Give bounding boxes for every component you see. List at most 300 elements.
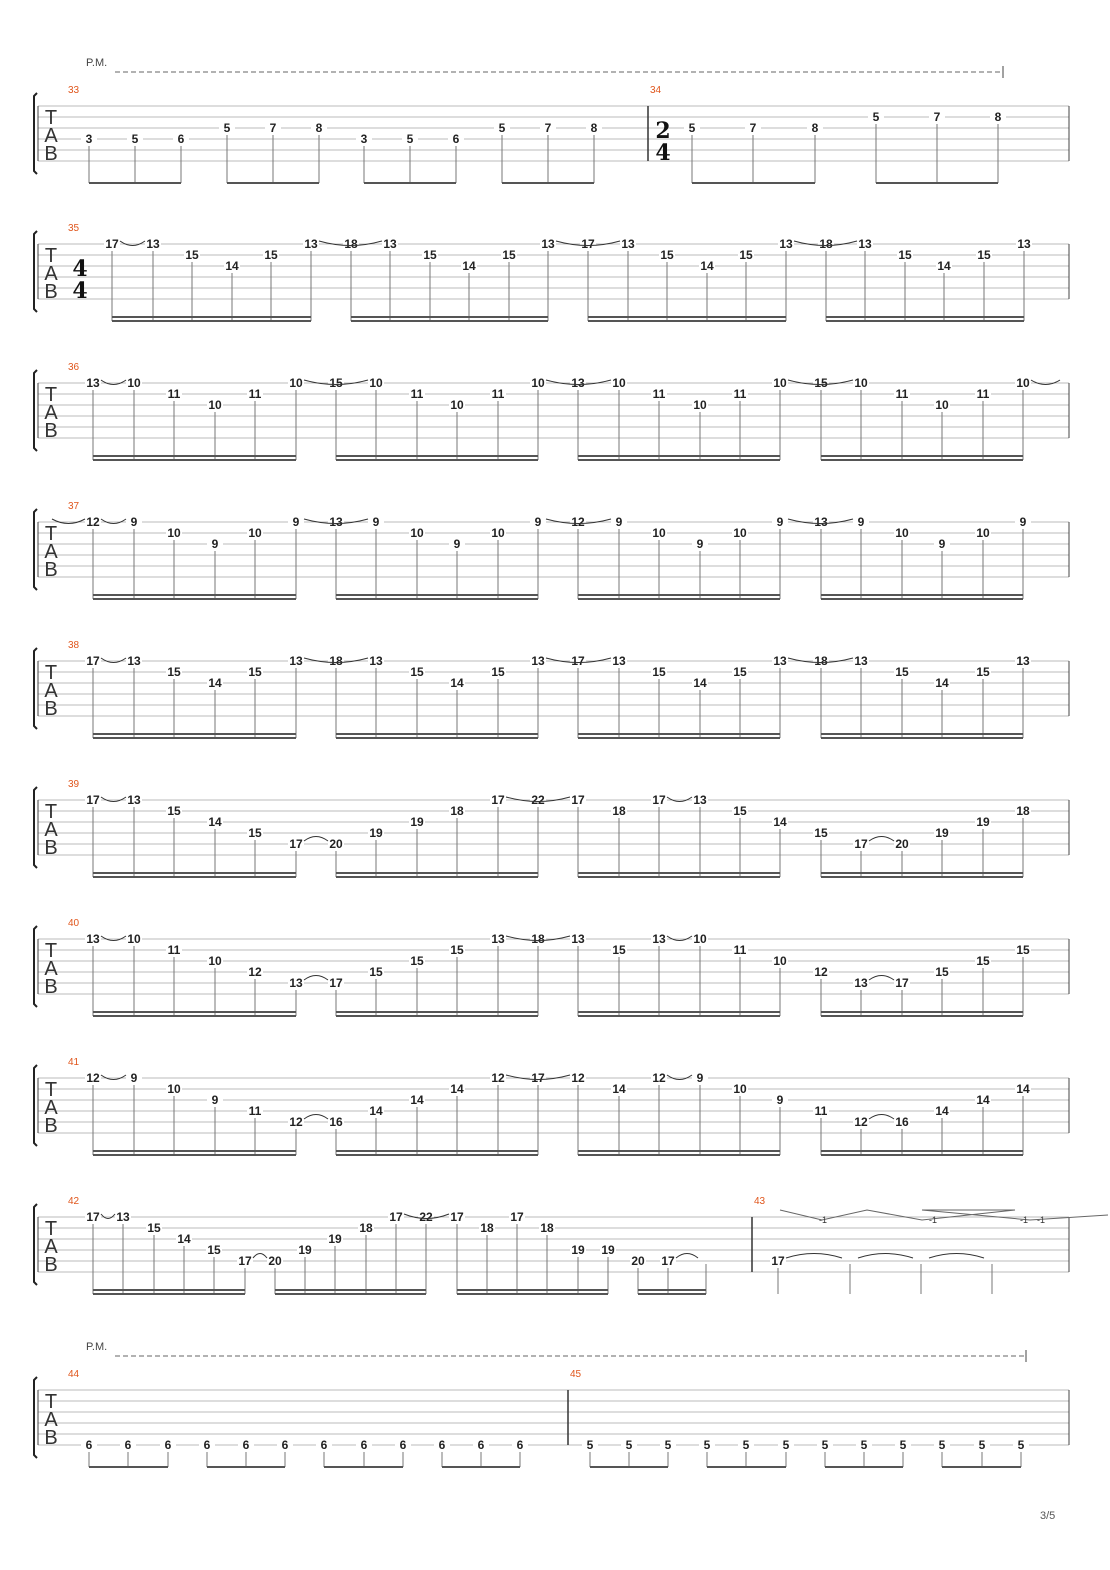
fret-number: 14 xyxy=(450,1082,464,1096)
tab-clef-letter: A xyxy=(44,541,58,563)
fret-number: 11 xyxy=(167,387,181,401)
beam xyxy=(638,1289,706,1291)
tab-clef-letter: A xyxy=(44,819,58,841)
fret-number: 11 xyxy=(814,1104,828,1118)
fret-number: 17 xyxy=(86,793,100,807)
tab-clef-letter: A xyxy=(44,1097,58,1119)
beam xyxy=(336,876,538,878)
fret-number: 15 xyxy=(502,248,516,262)
fret-number: 17 xyxy=(510,1210,524,1224)
fret-number: 9 xyxy=(696,1071,704,1085)
fret-number: 12 xyxy=(571,515,585,529)
fret-number: 14 xyxy=(410,1093,424,1107)
tab-clef-letter: T xyxy=(44,801,58,823)
tab-clef-letter: B xyxy=(44,837,58,859)
fret-number: 5 xyxy=(742,1438,750,1452)
fret-number: 10 xyxy=(693,932,707,946)
fret-number: 15 xyxy=(248,665,262,679)
fret-number: 9 xyxy=(130,1071,138,1085)
fret-number: 13 xyxy=(773,654,787,668)
fret-number: 10 xyxy=(410,526,424,540)
fret-number: 13 xyxy=(304,237,318,251)
fret-number: 5 xyxy=(223,121,231,135)
fret-number: 8 xyxy=(590,121,598,135)
fret-number: 10 xyxy=(773,376,787,390)
fret-number: 17 xyxy=(652,793,666,807)
fret-number: 16 xyxy=(895,1115,909,1129)
fret-number: 15 xyxy=(976,665,990,679)
tie-arc xyxy=(929,1254,984,1259)
beam xyxy=(93,594,296,596)
beam xyxy=(821,1154,1023,1156)
fret-number: 5 xyxy=(938,1438,946,1452)
beam xyxy=(275,1289,426,1291)
tie-arc xyxy=(858,1254,913,1259)
tab-clef-letter: T xyxy=(44,940,58,962)
page-number: 3/5 xyxy=(1040,1510,1056,1522)
fret-number: 17 xyxy=(571,654,585,668)
palm-mute-label: P.M. xyxy=(86,1341,108,1353)
fret-number: 10 xyxy=(127,932,141,946)
fret-number: 9 xyxy=(938,537,946,551)
fret-number: 17 xyxy=(389,1210,403,1224)
fret-number: 15 xyxy=(935,965,949,979)
tab-clef-letter: T xyxy=(44,1079,58,1101)
beam xyxy=(588,320,786,322)
tab-system xyxy=(34,501,1069,600)
beam xyxy=(578,1015,780,1017)
fret-number: 13 xyxy=(1017,237,1031,251)
fret-number: 14 xyxy=(937,259,951,273)
beam xyxy=(821,455,1023,457)
beam xyxy=(93,459,296,461)
beam xyxy=(207,1466,285,1468)
beam xyxy=(364,182,456,184)
fret-number: 10 xyxy=(369,376,383,390)
beam xyxy=(93,876,296,878)
fret-number: 14 xyxy=(208,676,222,690)
fret-number: 10 xyxy=(773,954,787,968)
fret-number: 14 xyxy=(462,259,476,273)
beam xyxy=(578,455,780,457)
fret-number: 10 xyxy=(733,1082,747,1096)
fret-number: 9 xyxy=(534,515,542,529)
fret-number: 6 xyxy=(242,1438,250,1452)
fret-number: 20 xyxy=(631,1254,645,1268)
fret-number: 10 xyxy=(895,526,909,540)
fret-number: 6 xyxy=(516,1438,524,1452)
fret-number: 9 xyxy=(130,515,138,529)
fret-number: 6 xyxy=(177,132,185,146)
fret-number: 11 xyxy=(733,387,747,401)
fret-number: 17 xyxy=(86,654,100,668)
fret-number: 9 xyxy=(453,537,461,551)
beam xyxy=(336,1015,538,1017)
beam xyxy=(821,594,1023,596)
fret-number: 9 xyxy=(776,515,784,529)
beam xyxy=(324,1466,403,1468)
beam xyxy=(942,1466,1021,1468)
fret-number: 15 xyxy=(248,826,262,840)
fret-number: 18 xyxy=(329,654,343,668)
tab-system xyxy=(34,1196,1108,1295)
tab-clef-letter: T xyxy=(44,1218,58,1240)
beam xyxy=(578,598,780,600)
tab-clef-letter: A xyxy=(44,1236,58,1258)
tab-clef-letter: B xyxy=(44,1115,58,1137)
beam xyxy=(826,316,1024,318)
beam xyxy=(578,876,780,878)
fret-number: 7 xyxy=(933,110,941,124)
beam xyxy=(821,733,1023,735)
fret-number: 13 xyxy=(369,654,383,668)
fret-number: 13 xyxy=(116,1210,130,1224)
tab-clef-letter: T xyxy=(44,245,58,267)
tie-arc xyxy=(120,241,145,246)
fret-number: 18 xyxy=(450,804,464,818)
fret-number: 19 xyxy=(935,826,949,840)
fret-number: 5 xyxy=(872,110,880,124)
beam xyxy=(93,1150,296,1152)
fret-number: 19 xyxy=(369,826,383,840)
fret-number: 18 xyxy=(359,1221,373,1235)
whammy-value: -1 xyxy=(1036,1215,1046,1225)
fret-number: 13 xyxy=(854,654,868,668)
fret-number: 15 xyxy=(329,376,343,390)
fret-number: 20 xyxy=(268,1254,282,1268)
fret-number: 15 xyxy=(410,954,424,968)
system-bracket xyxy=(34,1065,37,1146)
fret-number: 22 xyxy=(419,1210,433,1224)
fret-number: 17 xyxy=(895,976,909,990)
fret-number: 6 xyxy=(164,1438,172,1452)
beam xyxy=(821,459,1023,461)
fret-number: 8 xyxy=(811,121,819,135)
tie-arc xyxy=(101,936,126,941)
fret-number: 9 xyxy=(372,515,380,529)
fret-number: 6 xyxy=(360,1438,368,1452)
fret-number: 15 xyxy=(410,665,424,679)
beam xyxy=(112,320,311,322)
fret-number: 5 xyxy=(625,1438,633,1452)
fret-number: 15 xyxy=(450,943,464,957)
fret-number: 15 xyxy=(739,248,753,262)
beam xyxy=(692,182,815,184)
beam xyxy=(351,316,548,318)
measure-number: 37 xyxy=(68,501,80,512)
fret-number: 9 xyxy=(696,537,704,551)
fret-number: 15 xyxy=(491,665,505,679)
tie-arc xyxy=(101,1075,126,1080)
beam xyxy=(275,1293,426,1295)
fret-number: 6 xyxy=(124,1438,132,1452)
tab-clef-letter: A xyxy=(44,958,58,980)
fret-number: 6 xyxy=(399,1438,407,1452)
tie-arc xyxy=(101,519,126,524)
beam xyxy=(336,455,538,457)
beam xyxy=(336,733,538,735)
fret-number: 5 xyxy=(978,1438,986,1452)
fret-number: 17 xyxy=(238,1254,252,1268)
fret-number: 6 xyxy=(438,1438,446,1452)
measure-number: 39 xyxy=(68,779,80,790)
beam xyxy=(93,455,296,457)
whammy-value: -1 xyxy=(818,1215,828,1225)
fret-number: 10 xyxy=(693,398,707,412)
tab-system xyxy=(34,362,1069,461)
fret-number: 15 xyxy=(976,954,990,968)
fret-number: 5 xyxy=(586,1438,594,1452)
tab-clef-letter: A xyxy=(44,402,58,424)
beam xyxy=(336,598,538,600)
beam xyxy=(821,737,1023,739)
tie-arc xyxy=(304,976,328,981)
fret-number: 10 xyxy=(167,1082,181,1096)
beam xyxy=(590,1466,668,1468)
beam xyxy=(588,316,786,318)
tie-arc xyxy=(101,380,126,385)
fret-number: 12 xyxy=(652,1071,666,1085)
beam xyxy=(578,1154,780,1156)
beam xyxy=(89,1466,168,1468)
tab-clef-letter: B xyxy=(44,698,58,720)
fret-number: 13 xyxy=(858,237,872,251)
tab-clef-letter: T xyxy=(44,107,58,129)
fret-number: 10 xyxy=(854,376,868,390)
fret-number: 18 xyxy=(819,237,833,251)
tie-arc xyxy=(869,976,894,981)
fret-number: 15 xyxy=(977,248,991,262)
tie-arc xyxy=(304,1115,328,1120)
system-bracket xyxy=(34,509,37,590)
fret-number: 19 xyxy=(298,1243,312,1257)
fret-number: 13 xyxy=(86,932,100,946)
fret-number: 9 xyxy=(211,537,219,551)
tab-clef-letter: A xyxy=(44,125,58,147)
fret-number: 11 xyxy=(248,1104,262,1118)
fret-number: 13 xyxy=(814,515,828,529)
fret-number: 17 xyxy=(581,237,595,251)
fret-number: 7 xyxy=(749,121,757,135)
fret-number: 13 xyxy=(289,976,303,990)
beam xyxy=(638,1293,706,1295)
fret-number: 13 xyxy=(289,654,303,668)
tie-arc xyxy=(253,1254,267,1259)
fret-number: 10 xyxy=(976,526,990,540)
beam xyxy=(336,459,538,461)
fret-number: 18 xyxy=(531,932,545,946)
fret-number: 18 xyxy=(540,1221,554,1235)
fret-number: 15 xyxy=(814,376,828,390)
fret-number: 15 xyxy=(1016,943,1030,957)
tie-arc xyxy=(667,936,692,941)
fret-number: 15 xyxy=(423,248,437,262)
measure-number: 43 xyxy=(754,1196,766,1207)
tab-clef-letter: T xyxy=(44,384,58,406)
time-signature-top: 2 xyxy=(655,118,671,144)
tie-arc xyxy=(101,797,126,802)
tab-system xyxy=(34,1057,1069,1156)
fret-number: 9 xyxy=(615,515,623,529)
tab-clef-letter: T xyxy=(44,523,58,545)
fret-number: 5 xyxy=(821,1438,829,1452)
fret-number: 18 xyxy=(612,804,626,818)
system-bracket xyxy=(34,787,37,868)
fret-number: 10 xyxy=(208,398,222,412)
beam xyxy=(112,316,311,318)
fret-number: 12 xyxy=(814,965,828,979)
tab-clef-letter: A xyxy=(44,680,58,702)
whammy-bar-line xyxy=(780,1210,1108,1220)
tab-system xyxy=(34,1341,1069,1468)
beam xyxy=(825,1466,903,1468)
fret-number: 17 xyxy=(86,1210,100,1224)
beam xyxy=(578,459,780,461)
fret-number: 19 xyxy=(571,1243,585,1257)
beam xyxy=(826,320,1024,322)
fret-number: 15 xyxy=(612,943,626,957)
tie-arc xyxy=(869,837,894,842)
tie-arc xyxy=(869,1115,894,1120)
beam xyxy=(336,1011,538,1013)
system-bracket xyxy=(34,370,37,451)
fret-number: 19 xyxy=(976,815,990,829)
fret-number: 11 xyxy=(733,943,747,957)
fret-number: 10 xyxy=(531,376,545,390)
beam xyxy=(578,872,780,874)
beam xyxy=(336,737,538,739)
fret-number: 9 xyxy=(211,1093,219,1107)
beam xyxy=(821,598,1023,600)
beam xyxy=(821,876,1023,878)
fret-number: 13 xyxy=(329,515,343,529)
fret-number: 11 xyxy=(167,943,181,957)
fret-number: 15 xyxy=(814,826,828,840)
beam xyxy=(821,1015,1023,1017)
fret-number: 14 xyxy=(693,676,707,690)
fret-number: 18 xyxy=(480,1221,494,1235)
measure-number: 36 xyxy=(68,362,80,373)
fret-number: 11 xyxy=(248,387,262,401)
tab-clef-letter: B xyxy=(44,559,58,581)
fret-number: 14 xyxy=(976,1093,990,1107)
tab-system xyxy=(34,640,1069,739)
fret-number: 17 xyxy=(854,837,868,851)
tab-clef-letter: A xyxy=(44,1409,58,1431)
fret-number: 5 xyxy=(131,132,139,146)
fret-number: 20 xyxy=(895,837,909,851)
fret-number: 19 xyxy=(601,1243,615,1257)
tie-arc xyxy=(667,1075,692,1080)
fret-number: 11 xyxy=(410,387,424,401)
tab-clef-letter: B xyxy=(44,1254,58,1276)
fret-number: 14 xyxy=(773,815,787,829)
fret-number: 15 xyxy=(898,248,912,262)
fret-number: 15 xyxy=(167,804,181,818)
fret-number: 15 xyxy=(167,665,181,679)
fret-number: 6 xyxy=(452,132,460,146)
fret-number: 10 xyxy=(652,526,666,540)
fret-number: 16 xyxy=(329,1115,343,1129)
whammy-value: -1 xyxy=(928,1215,938,1225)
fret-number: 6 xyxy=(203,1438,211,1452)
fret-number: 13 xyxy=(383,237,397,251)
fret-number: 20 xyxy=(329,837,343,851)
fret-number: 5 xyxy=(899,1438,907,1452)
fret-number: 12 xyxy=(491,1071,505,1085)
fret-number: 17 xyxy=(571,793,585,807)
tie-arc xyxy=(304,837,328,842)
fret-number: 15 xyxy=(733,804,747,818)
fret-number: 10 xyxy=(733,526,747,540)
fret-number: 13 xyxy=(779,237,793,251)
fret-number: 18 xyxy=(814,654,828,668)
beam xyxy=(227,182,319,184)
system-bracket xyxy=(34,926,37,1007)
fret-number: 11 xyxy=(652,387,666,401)
fret-number: 18 xyxy=(344,237,358,251)
fret-number: 13 xyxy=(571,376,585,390)
beam xyxy=(93,1015,296,1017)
fret-number: 11 xyxy=(491,387,505,401)
fret-number: 9 xyxy=(1019,515,1027,529)
beam xyxy=(578,1150,780,1152)
beam xyxy=(336,1154,538,1156)
fret-number: 5 xyxy=(860,1438,868,1452)
tab-system xyxy=(34,57,1069,184)
measure-number: 34 xyxy=(650,85,662,96)
fret-number: 3 xyxy=(360,132,368,146)
fret-number: 14 xyxy=(450,676,464,690)
beam xyxy=(89,182,181,184)
fret-number: 10 xyxy=(491,526,505,540)
beam xyxy=(336,594,538,596)
fret-number: 19 xyxy=(328,1232,342,1246)
fret-number: 13 xyxy=(127,793,141,807)
measure-number: 42 xyxy=(68,1196,80,1207)
fret-number: 3 xyxy=(85,132,93,146)
beam xyxy=(578,733,780,735)
system-bracket xyxy=(34,648,37,729)
fret-number: 13 xyxy=(531,654,545,668)
fret-number: 15 xyxy=(895,665,909,679)
tab-clef-letter: B xyxy=(44,420,58,442)
fret-number: 8 xyxy=(315,121,323,135)
beam xyxy=(93,872,296,874)
fret-number: 17 xyxy=(661,1254,675,1268)
tab-clef-letter: A xyxy=(44,263,58,285)
fret-number: 9 xyxy=(292,515,300,529)
fret-number: 13 xyxy=(146,237,160,251)
tab-clef-letter: T xyxy=(44,662,58,684)
beam xyxy=(578,1011,780,1013)
fret-number: 13 xyxy=(652,932,666,946)
fret-number: 13 xyxy=(621,237,635,251)
measure-number: 45 xyxy=(570,1369,582,1380)
fret-number: 15 xyxy=(652,665,666,679)
beam xyxy=(93,737,296,739)
time-signature-top: 4 xyxy=(72,256,88,282)
beam xyxy=(821,1011,1023,1013)
beam xyxy=(93,733,296,735)
fret-number: 15 xyxy=(264,248,278,262)
tie-arc xyxy=(786,1254,842,1259)
fret-number: 13 xyxy=(612,654,626,668)
fret-number: 15 xyxy=(207,1243,221,1257)
fret-number: 17 xyxy=(329,976,343,990)
fret-number: 10 xyxy=(1016,376,1030,390)
system-bracket xyxy=(34,93,37,174)
